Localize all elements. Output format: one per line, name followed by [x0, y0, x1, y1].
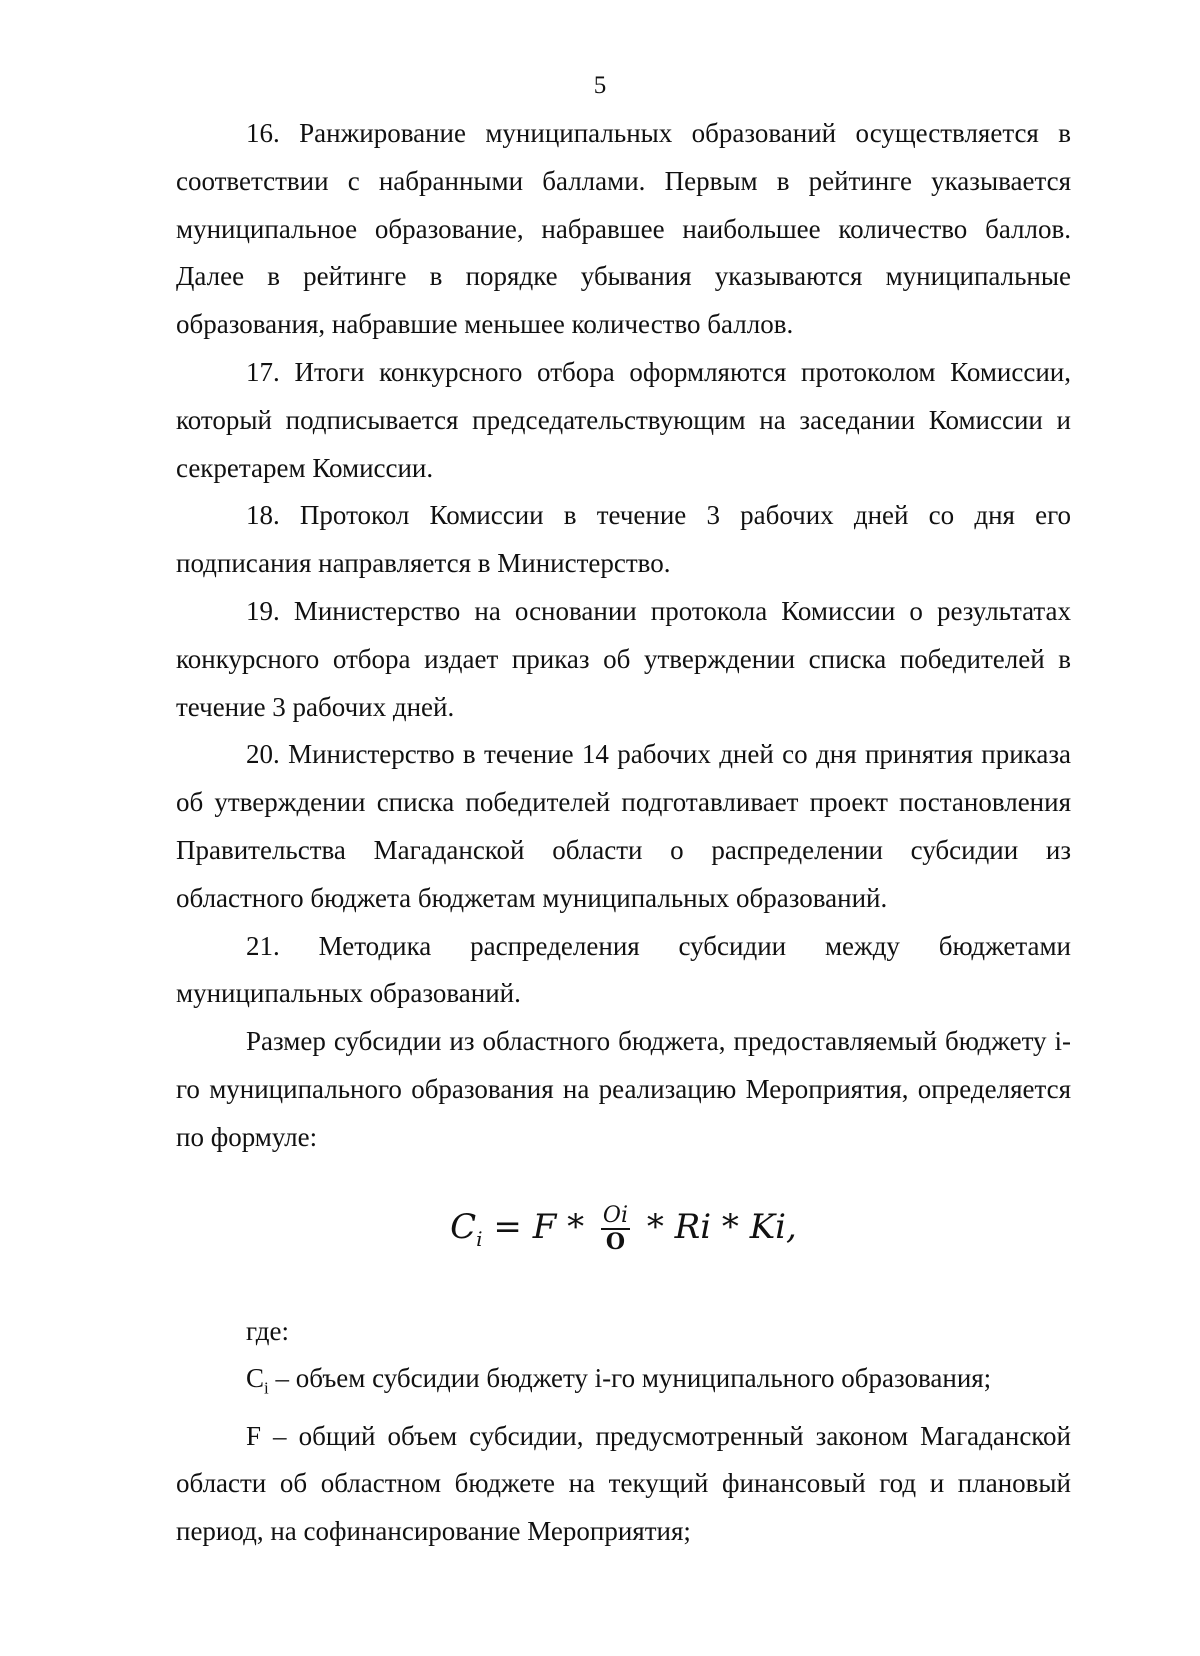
subsidy-formula — [176, 1204, 1071, 1282]
paragraph-18: 18. Протокол Комиссии в течение 3 рабочих дней со дня его подписания направляется в Министерство. — [176, 500, 1071, 579]
definition-ci-text: – объем субсидии бюджету i-го муниципального образования; — [268, 1363, 992, 1394]
paragraph-19: 19. Министерство на основании протокола Комиссии о результатах конкурсного отбора издает приказ об утверждении списка победителей в течение 3 рабочих дней. — [176, 595, 1071, 722]
formula-lhs: $C_i$ — [450, 1206, 483, 1251]
formula-fraction-numerator: Oi — [602, 1202, 628, 1228]
paragraph-20: 20. Министерство в течение 14 рабочих дней со дня принятия приказа об утверждении списка победителей подготавливает проект постановления Правительства Магаданской области о распределении субсидии из областного бюджета бюджетам муниципальных образований. — [176, 739, 1071, 913]
where-label: где: — [246, 1315, 289, 1346]
document-body — [176, 110, 1071, 1556]
paragraph-subsidy-size: Размер субсидии из областного бюджета, предоставляемый бюджету i-го муниципального образования на реализацию Мероприятия, определяется по формуле: — [176, 1026, 1071, 1152]
definition-ci-subscript: i — [264, 1378, 269, 1398]
formula-op1: * — [567, 1206, 585, 1247]
formula-op3: * — [721, 1206, 739, 1247]
paragraph-21: 21. Методика распределения субсидии между бюджетами муниципальных образований. — [176, 930, 1071, 1009]
formula-r: Ri — [674, 1206, 712, 1247]
definition-f — [176, 1413, 1071, 1556]
formula-k: Ki, — [749, 1206, 797, 1247]
definition-ci-symbol: C — [246, 1363, 265, 1394]
definition-f-text: – общий объем субсидии, предусмотренный законом Магаданской области об областном бюджете на текущий финансовый год и плановый период, на софинансирование Мероприятия; — [176, 1420, 1071, 1547]
formula-equals: = — [493, 1206, 522, 1247]
formula-op2: * — [646, 1206, 664, 1247]
paragraph-16: 16. Ранжирование муниципальных образований осуществляется в соответствии с набранными баллами. Первым в рейтинге указывается муниципальное образование, набравшее наибольшее количество баллов. Далее в рейтинге в порядке убывания указываются муниципальные образования, набравшие меньшее количество баллов. — [176, 118, 1071, 340]
formula-fraction — [601, 1204, 630, 1254]
formula-fraction-denominator: O — [605, 1228, 626, 1255]
definition-f-symbol: F — [246, 1420, 262, 1451]
page-number: 5 — [593, 72, 607, 99]
formula-f: F — [532, 1206, 557, 1247]
definition-ci — [176, 1355, 1071, 1412]
paragraph-17: 17. Итоги конкурсного отбора оформляются протоколом Комиссии, который подписывается председательствующим на заседании Комиссии и секретарем Комиссии. — [176, 356, 1071, 483]
